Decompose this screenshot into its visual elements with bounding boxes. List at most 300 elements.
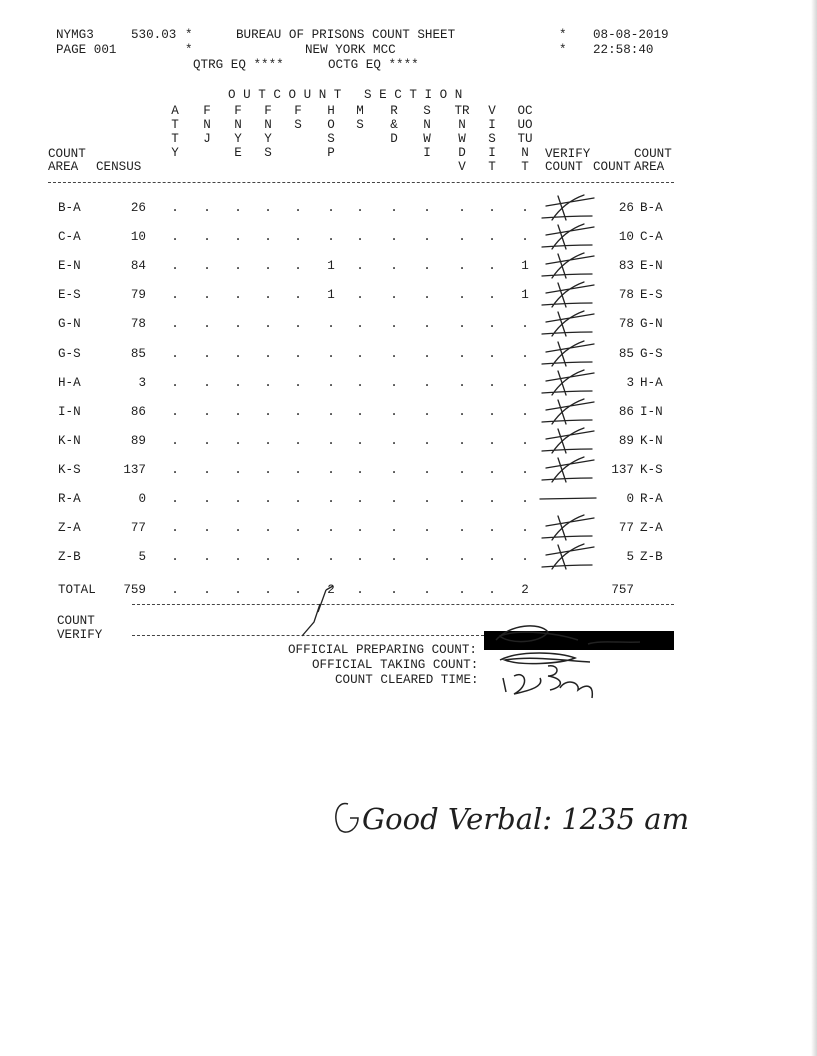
out-column-header-letter: S xyxy=(294,118,302,132)
row-out-cell: . xyxy=(521,230,529,244)
row-out-cell: . xyxy=(458,434,466,448)
row-out-cell: . xyxy=(458,201,466,215)
row-out-cell: . xyxy=(488,492,496,506)
row-out-cell: 1 xyxy=(521,259,529,273)
row-out-cell: . xyxy=(390,550,398,564)
row-out-cell: . xyxy=(171,347,179,361)
out-column-header-letter: TR xyxy=(454,104,470,118)
total-out-cell: . xyxy=(234,583,242,597)
row-out-cell: . xyxy=(234,434,242,448)
row-out-cell: . xyxy=(488,376,496,390)
out-column-header-letter: S xyxy=(327,132,335,146)
verify-tick-mark xyxy=(542,311,594,336)
row-out-cell: . xyxy=(294,463,302,477)
row-out-cell: . xyxy=(423,230,431,244)
row-out-cell: . xyxy=(171,550,179,564)
row-out-cell: . xyxy=(423,405,431,419)
row-out-cell: . xyxy=(203,463,211,477)
row-out-cell: . xyxy=(458,259,466,273)
row-out-cell: . xyxy=(234,550,242,564)
row-census: 3 xyxy=(138,376,146,390)
row-area-code: R-A xyxy=(58,492,81,506)
row-out-cell: . xyxy=(423,288,431,302)
row-area-code-right: Z-A xyxy=(640,521,663,535)
row-area-code: H-A xyxy=(58,376,81,390)
row-out-cell: . xyxy=(171,521,179,535)
out-column-header-letter: I xyxy=(488,118,496,132)
row-census: 79 xyxy=(130,288,146,302)
row-out-cell: . xyxy=(234,288,242,302)
row-out-cell: . xyxy=(294,259,302,273)
row-out-cell: . xyxy=(488,230,496,244)
row-out-cell: . xyxy=(488,521,496,535)
out-column-header-letter: T xyxy=(521,160,529,174)
row-area-code-right: H-A xyxy=(640,376,663,390)
row-out-cell: . xyxy=(356,463,364,477)
row-out-cell: . xyxy=(423,492,431,506)
verify-tick-mark xyxy=(542,428,594,453)
row-out-cell: . xyxy=(264,317,272,331)
row-out-cell: . xyxy=(294,201,302,215)
row-out-cell: . xyxy=(390,463,398,477)
out-column-header-letter: Y xyxy=(171,146,179,160)
out-column-header-letter: I xyxy=(423,146,431,160)
row-out-cell: . xyxy=(294,434,302,448)
row-count: 89 xyxy=(618,434,634,448)
row-census: 78 xyxy=(130,317,146,331)
row-out-cell: . xyxy=(234,521,242,535)
row-out-cell: . xyxy=(294,230,302,244)
out-column-header-letter: N xyxy=(458,118,466,132)
row-census: 137 xyxy=(123,463,146,477)
row-out-cell: . xyxy=(458,492,466,506)
octg-field: OCTG EQ **** xyxy=(328,58,419,72)
header-star: * xyxy=(185,28,193,42)
row-out-cell: . xyxy=(390,492,398,506)
row-out-cell: . xyxy=(423,550,431,564)
row-out-cell: . xyxy=(390,259,398,273)
row-out-cell: . xyxy=(356,550,364,564)
verify-correction-mark xyxy=(302,604,320,636)
row-out-cell: . xyxy=(521,492,529,506)
row-out-cell: . xyxy=(203,230,211,244)
row-out-cell: . xyxy=(390,288,398,302)
system-id: NYMG3 xyxy=(56,28,94,42)
row-out-cell: . xyxy=(356,434,364,448)
verify-tick-mark xyxy=(542,544,594,569)
row-out-cell: . xyxy=(264,434,272,448)
verify-tick-mark xyxy=(540,498,596,499)
row-out-cell: . xyxy=(203,317,211,331)
row-area-code: B-A xyxy=(58,201,81,215)
out-column-header-letter: P xyxy=(327,146,335,160)
row-out-cell: . xyxy=(234,463,242,477)
header-star: * xyxy=(185,43,193,57)
out-column-header-letter: H xyxy=(327,104,335,118)
row-count: 26 xyxy=(618,201,634,215)
out-column-header-letter: J xyxy=(203,132,211,146)
total-out-cell: 2 xyxy=(327,583,335,597)
total-count: 757 xyxy=(611,583,634,597)
row-out-cell: . xyxy=(203,201,211,215)
row-count: 3 xyxy=(626,376,634,390)
row-out-cell: . xyxy=(294,405,302,419)
row-out-cell: . xyxy=(171,376,179,390)
row-area-code: C-A xyxy=(58,230,81,244)
row-area-code-right: K-N xyxy=(640,434,663,448)
report-time: 22:58:40 xyxy=(593,43,654,57)
row-out-cell: . xyxy=(264,347,272,361)
row-area-code: Z-B xyxy=(58,550,81,564)
row-out-cell: . xyxy=(390,434,398,448)
total-out-cell: . xyxy=(203,583,211,597)
row-out-cell: . xyxy=(488,550,496,564)
row-area-code-right: E-N xyxy=(640,259,663,273)
row-census: 77 xyxy=(130,521,146,535)
row-out-cell: . xyxy=(234,201,242,215)
row-out-cell: . xyxy=(390,230,398,244)
verify-tick-mark xyxy=(542,515,594,540)
row-out-cell: . xyxy=(264,201,272,215)
row-out-cell: . xyxy=(264,550,272,564)
out-column-header-letter: O xyxy=(327,118,335,132)
row-out-cell: . xyxy=(488,317,496,331)
row-out-cell: . xyxy=(390,347,398,361)
row-out-cell: . xyxy=(171,405,179,419)
good-verbal-note: Good Verbal: 1235 am xyxy=(362,802,690,836)
row-out-cell: . xyxy=(171,201,179,215)
row-out-cell: 1 xyxy=(327,259,335,273)
verify-tick-mark xyxy=(542,195,594,220)
verify-count-header-line2: COUNT xyxy=(545,160,583,174)
row-out-cell: . xyxy=(423,376,431,390)
row-out-cell: 1 xyxy=(327,288,335,302)
row-out-cell: . xyxy=(234,317,242,331)
row-out-cell: . xyxy=(458,347,466,361)
row-out-cell: . xyxy=(294,347,302,361)
row-area-code: G-S xyxy=(58,347,81,361)
row-out-cell: . xyxy=(327,550,335,564)
row-out-cell: . xyxy=(488,347,496,361)
verify-tick-mark xyxy=(542,370,594,395)
row-out-cell: . xyxy=(458,317,466,331)
row-out-cell: . xyxy=(234,347,242,361)
header-star: * xyxy=(559,28,567,42)
row-out-cell: . xyxy=(423,521,431,535)
row-out-cell: . xyxy=(458,550,466,564)
out-column-header-letter: T xyxy=(171,118,179,132)
row-out-cell: . xyxy=(458,376,466,390)
row-out-cell: . xyxy=(294,492,302,506)
row-count: 5 xyxy=(626,550,634,564)
total-out-cell: . xyxy=(294,583,302,597)
row-census: 85 xyxy=(130,347,146,361)
row-out-cell: . xyxy=(203,492,211,506)
row-out-cell: 1 xyxy=(521,288,529,302)
row-area-code-right: E-S xyxy=(640,288,663,302)
row-out-cell: . xyxy=(423,201,431,215)
row-count: 86 xyxy=(618,405,634,419)
out-column-header-letter: & xyxy=(390,118,398,132)
row-out-cell: . xyxy=(203,550,211,564)
report-code: 530.03 xyxy=(131,28,177,42)
row-census: 86 xyxy=(130,405,146,419)
row-out-cell: . xyxy=(234,230,242,244)
row-out-cell: . xyxy=(458,463,466,477)
out-column-header-letter: S xyxy=(423,104,431,118)
row-census: 0 xyxy=(138,492,146,506)
row-out-cell: . xyxy=(327,376,335,390)
row-census: 26 xyxy=(130,201,146,215)
row-out-cell: . xyxy=(171,230,179,244)
total-out-cell: . xyxy=(458,583,466,597)
verify-tick-mark xyxy=(542,282,594,307)
row-out-cell: . xyxy=(264,259,272,273)
row-area-code: E-N xyxy=(58,259,81,273)
row-out-cell: . xyxy=(327,347,335,361)
row-area-code: E-S xyxy=(58,288,81,302)
cleared-time-label: COUNT CLEARED TIME: xyxy=(335,673,479,687)
row-out-cell: . xyxy=(234,259,242,273)
row-out-cell: . xyxy=(521,463,529,477)
row-out-cell: . xyxy=(171,317,179,331)
total-out-cell: . xyxy=(264,583,272,597)
row-out-cell: . xyxy=(203,521,211,535)
row-out-cell: . xyxy=(356,288,364,302)
row-out-cell: . xyxy=(488,201,496,215)
row-count: 78 xyxy=(618,317,634,331)
page-label: PAGE 001 xyxy=(56,43,117,57)
out-column-header-letter: S xyxy=(488,132,496,146)
header-star: * xyxy=(559,43,567,57)
row-out-cell: . xyxy=(423,434,431,448)
row-out-cell: . xyxy=(488,405,496,419)
row-count: 10 xyxy=(618,230,634,244)
row-count: 78 xyxy=(618,288,634,302)
row-out-cell: . xyxy=(203,376,211,390)
row-out-cell: . xyxy=(294,521,302,535)
row-out-cell: . xyxy=(458,405,466,419)
out-column-header-letter: W xyxy=(423,132,431,146)
total-out-cell: 2 xyxy=(521,583,529,597)
verify-tick-mark xyxy=(542,457,594,482)
verify-tick-mark xyxy=(542,341,594,366)
out-column-header-letter: E xyxy=(234,146,242,160)
row-out-cell: . xyxy=(327,201,335,215)
row-out-cell: . xyxy=(356,347,364,361)
count-verify-line2: VERIFY xyxy=(57,628,103,642)
row-out-cell: . xyxy=(264,463,272,477)
total-correction-mark xyxy=(318,586,333,612)
row-out-cell: . xyxy=(327,317,335,331)
row-out-cell: . xyxy=(356,405,364,419)
row-out-cell: . xyxy=(171,492,179,506)
row-area-code-right: R-A xyxy=(640,492,663,506)
row-out-cell: . xyxy=(327,230,335,244)
out-column-header-letter: T xyxy=(488,160,496,174)
count-area-right-header-line2: AREA xyxy=(634,160,665,174)
row-area-code-right: G-N xyxy=(640,317,663,331)
row-out-cell: . xyxy=(521,521,529,535)
out-column-header-letter: A xyxy=(171,104,179,118)
row-census: 10 xyxy=(130,230,146,244)
row-count: 0 xyxy=(626,492,634,506)
out-column-header-letter: TU xyxy=(517,132,533,146)
out-column-header-letter: Y xyxy=(234,132,242,146)
row-out-cell: . xyxy=(356,201,364,215)
out-column-header-letter: R xyxy=(390,104,398,118)
row-out-cell: . xyxy=(171,463,179,477)
row-out-cell: . xyxy=(203,347,211,361)
row-out-cell: . xyxy=(390,317,398,331)
total-census: 759 xyxy=(123,583,146,597)
out-column-header-letter: N xyxy=(521,146,529,160)
row-out-cell: . xyxy=(356,259,364,273)
row-out-cell: . xyxy=(458,521,466,535)
row-out-cell: . xyxy=(390,201,398,215)
row-count: 83 xyxy=(618,259,634,273)
row-out-cell: . xyxy=(423,317,431,331)
row-out-cell: . xyxy=(264,492,272,506)
out-column-header-letter: M xyxy=(356,104,364,118)
row-out-cell: . xyxy=(294,288,302,302)
row-out-cell: . xyxy=(234,492,242,506)
out-column-header-letter: T xyxy=(171,132,179,146)
out-column-header-letter: N xyxy=(264,118,272,132)
row-out-cell: . xyxy=(203,434,211,448)
row-out-cell: . xyxy=(488,259,496,273)
verify-tick-mark xyxy=(542,224,594,249)
row-out-cell: . xyxy=(356,376,364,390)
row-out-cell: . xyxy=(294,550,302,564)
good-verbal-handwriting xyxy=(336,803,358,832)
out-column-header-letter: S xyxy=(264,146,272,160)
row-out-cell: . xyxy=(356,230,364,244)
row-census: 84 xyxy=(130,259,146,273)
out-column-header-letter: N xyxy=(234,118,242,132)
count-area-header-line2: AREA xyxy=(48,160,79,174)
total-out-cell: . xyxy=(488,583,496,597)
row-out-cell: . xyxy=(521,434,529,448)
row-out-cell: . xyxy=(423,347,431,361)
row-out-cell: . xyxy=(171,288,179,302)
row-out-cell: . xyxy=(488,463,496,477)
row-out-cell: . xyxy=(521,201,529,215)
total-label: TOTAL xyxy=(58,583,96,597)
row-out-cell: . xyxy=(423,259,431,273)
row-out-cell: . xyxy=(327,463,335,477)
out-column-header-letter: F xyxy=(203,104,211,118)
row-area-code: Z-A xyxy=(58,521,81,535)
row-area-code: G-N xyxy=(58,317,81,331)
cleared-time-handwriting xyxy=(503,666,592,698)
official-preparing-label: OFFICIAL PREPARING COUNT: xyxy=(288,643,477,657)
qtrg-field: QTRG EQ **** xyxy=(193,58,284,72)
total-out-cell: . xyxy=(171,583,179,597)
row-out-cell: . xyxy=(171,434,179,448)
out-column-header-letter: OC xyxy=(517,104,533,118)
row-out-cell: . xyxy=(521,550,529,564)
row-out-cell: . xyxy=(264,376,272,390)
row-out-cell: . xyxy=(423,463,431,477)
row-area-code-right: B-A xyxy=(640,201,663,215)
row-out-cell: . xyxy=(458,230,466,244)
out-column-header-letter: UO xyxy=(517,118,533,132)
out-column-header-letter: N xyxy=(203,118,211,132)
out-column-header-letter: F xyxy=(234,104,242,118)
row-out-cell: . xyxy=(327,492,335,506)
row-out-cell: . xyxy=(203,405,211,419)
count-header: COUNT xyxy=(593,160,631,174)
row-out-cell: . xyxy=(356,317,364,331)
facility-name: NEW YORK MCC xyxy=(305,43,396,57)
row-out-cell: . xyxy=(234,405,242,419)
row-area-code-right: K-S xyxy=(640,463,663,477)
out-column-header-letter: V xyxy=(458,160,466,174)
row-out-cell: . xyxy=(171,259,179,273)
row-out-cell: . xyxy=(356,492,364,506)
out-column-header-letter: F xyxy=(294,104,302,118)
row-out-cell: . xyxy=(458,288,466,302)
out-column-header-letter: W xyxy=(458,132,466,146)
row-out-cell: . xyxy=(521,376,529,390)
total-out-cell: . xyxy=(356,583,364,597)
census-header: CENSUS xyxy=(96,160,142,174)
out-column-header-letter: Y xyxy=(264,132,272,146)
row-count: 85 xyxy=(618,347,634,361)
out-column-header-letter: I xyxy=(488,146,496,160)
row-out-cell: . xyxy=(264,288,272,302)
row-out-cell: . xyxy=(521,317,529,331)
out-column-header-letter: S xyxy=(356,118,364,132)
verify-tick-mark xyxy=(542,253,594,278)
row-area-code-right: Z-B xyxy=(640,550,663,564)
row-area-code: I-N xyxy=(58,405,81,419)
verify-count-header-line1: VERIFY xyxy=(545,147,591,161)
row-out-cell: . xyxy=(203,259,211,273)
row-out-cell: . xyxy=(521,405,529,419)
out-count-heading: O U T C O U N T S E C T I O N xyxy=(228,88,463,102)
out-column-header-letter: F xyxy=(264,104,272,118)
row-count: 137 xyxy=(611,463,634,477)
out-column-header-letter: N xyxy=(423,118,431,132)
count-area-header-line1: COUNT xyxy=(48,147,86,161)
row-out-cell: . xyxy=(234,376,242,390)
row-count: 77 xyxy=(618,521,634,535)
row-out-cell: . xyxy=(327,405,335,419)
row-out-cell: . xyxy=(521,347,529,361)
preparing-signature xyxy=(496,626,640,644)
row-out-cell: . xyxy=(203,288,211,302)
row-out-cell: . xyxy=(327,434,335,448)
row-out-cell: . xyxy=(488,434,496,448)
row-out-cell: . xyxy=(327,521,335,535)
row-out-cell: . xyxy=(294,376,302,390)
row-census: 5 xyxy=(138,550,146,564)
row-census: 89 xyxy=(130,434,146,448)
row-out-cell: . xyxy=(264,405,272,419)
row-out-cell: . xyxy=(390,521,398,535)
row-area-code: K-S xyxy=(58,463,81,477)
row-out-cell: . xyxy=(488,288,496,302)
row-out-cell: . xyxy=(390,376,398,390)
row-out-cell: . xyxy=(390,405,398,419)
count-area-right-header-line1: COUNT xyxy=(634,147,672,161)
out-column-header-letter: V xyxy=(488,104,496,118)
row-area-code-right: G-S xyxy=(640,347,663,361)
row-out-cell: . xyxy=(264,230,272,244)
total-out-cell: . xyxy=(390,583,398,597)
